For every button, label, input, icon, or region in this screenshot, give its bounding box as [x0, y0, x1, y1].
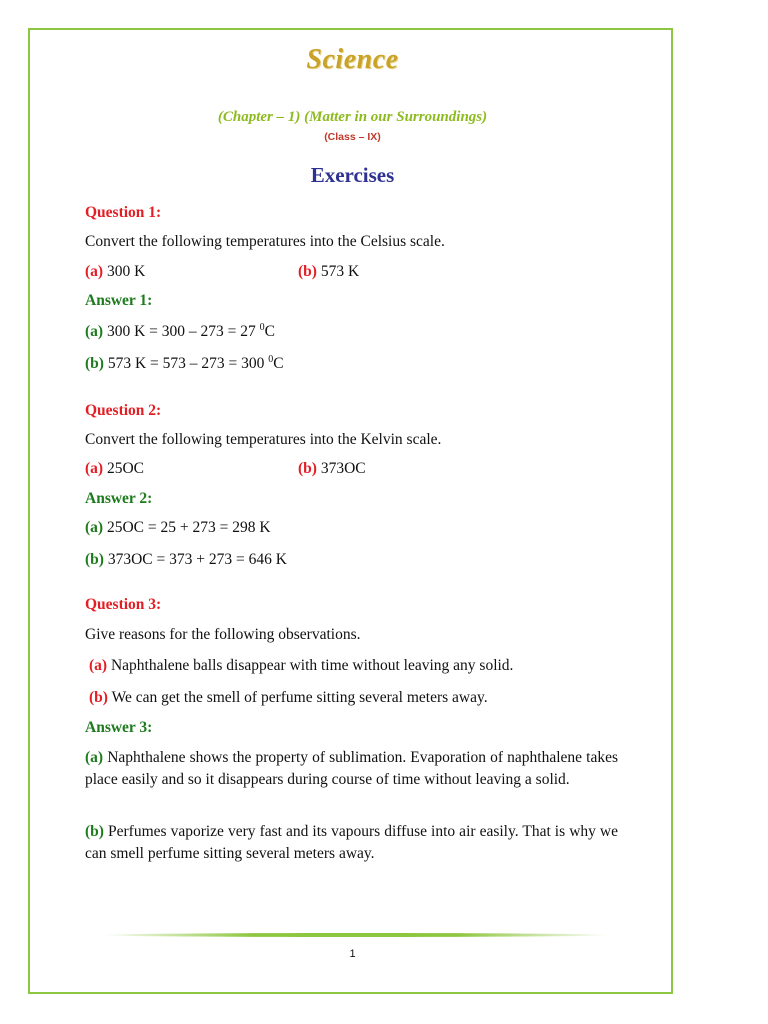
- question-2-text: Convert the following temperatures into the Kelvin scale.: [85, 431, 442, 448]
- option-marker: (b): [89, 689, 108, 706]
- answer-unit: C: [273, 355, 284, 373]
- answer-3-part-b: [85, 821, 618, 864]
- option-text: 373OC: [320, 460, 366, 477]
- question-3-option-a: [89, 657, 513, 675]
- answer-2-part-b: [85, 551, 287, 569]
- answer-marker: (a): [85, 323, 104, 341]
- question-1-option-b: [298, 263, 359, 281]
- answer-text: 573 K = 573 – 273 = 300: [107, 355, 269, 373]
- option-text: 300 K: [106, 263, 146, 280]
- answer-unit: C: [264, 323, 275, 341]
- footer-divider: [100, 933, 610, 937]
- answer-text: 300 K = 300 – 273 = 27: [106, 323, 260, 341]
- answer-text: 373OC = 373 + 273 = 646 K: [107, 551, 287, 568]
- answer-3-part-a: [85, 747, 618, 790]
- answer-1-part-a: [85, 322, 275, 341]
- degree-superscript: 0: [259, 322, 265, 333]
- answer-marker: (a): [85, 519, 104, 536]
- option-text: 25OC: [106, 460, 144, 477]
- option-marker: (a): [85, 263, 104, 280]
- option-text: We can get the smell of perfume sitting several meters away.: [111, 689, 488, 706]
- option-marker: (b): [298, 460, 317, 477]
- answer-marker: (b): [85, 551, 104, 568]
- page-title: Science: [306, 44, 399, 75]
- answer-3-label: Answer 3:: [85, 719, 153, 736]
- question-1-label: Question 1:: [85, 204, 162, 221]
- page-number: 1: [349, 948, 356, 960]
- answer-marker: (b): [85, 355, 104, 373]
- degree-superscript: 0: [268, 354, 274, 365]
- question-2-option-b: [298, 460, 366, 478]
- question-1-option-a: [85, 263, 145, 281]
- question-3-option-b: [89, 689, 488, 707]
- option-marker: (a): [85, 460, 104, 477]
- question-1-text: Convert the following temperatures into the Celsius scale.: [85, 233, 445, 250]
- chapter-subtitle: (Chapter – 1) (Matter in our Surroundings): [217, 109, 488, 125]
- question-2-label: Question 2:: [85, 402, 162, 419]
- question-3-label: Question 3:: [85, 596, 162, 613]
- option-text: Naphthalene balls disappear with time without leaving any solid.: [110, 657, 514, 674]
- answer-text: Naphthalene shows the property of sublimation. Evaporation of naphthalene takes place easily and so it disappears during course of time without leaving a solid.: [85, 749, 619, 788]
- answer-2-part-a: [85, 519, 271, 537]
- answer-text: Perfumes vaporize very fast and its vapours diffuse into air easily. That is why we can smell perfume sitting several meters away.: [85, 823, 619, 862]
- question-3-text: Give reasons for the following observations.: [85, 626, 361, 643]
- option-text: 573 K: [320, 263, 360, 280]
- answer-1-part-b: [85, 354, 284, 373]
- answer-marker: (a): [85, 749, 104, 766]
- answer-text: 25OC = 25 + 273 = 298 K: [106, 519, 271, 536]
- class-label: (Class – IX): [324, 131, 381, 143]
- answer-2-label: Answer 2:: [85, 490, 153, 507]
- answer-1-label: Answer 1:: [85, 292, 153, 309]
- option-marker: (b): [298, 263, 317, 280]
- option-marker: (a): [89, 657, 108, 674]
- section-heading: Exercises: [310, 163, 395, 187]
- answer-marker: (b): [85, 823, 104, 840]
- question-2-option-a: [85, 460, 144, 478]
